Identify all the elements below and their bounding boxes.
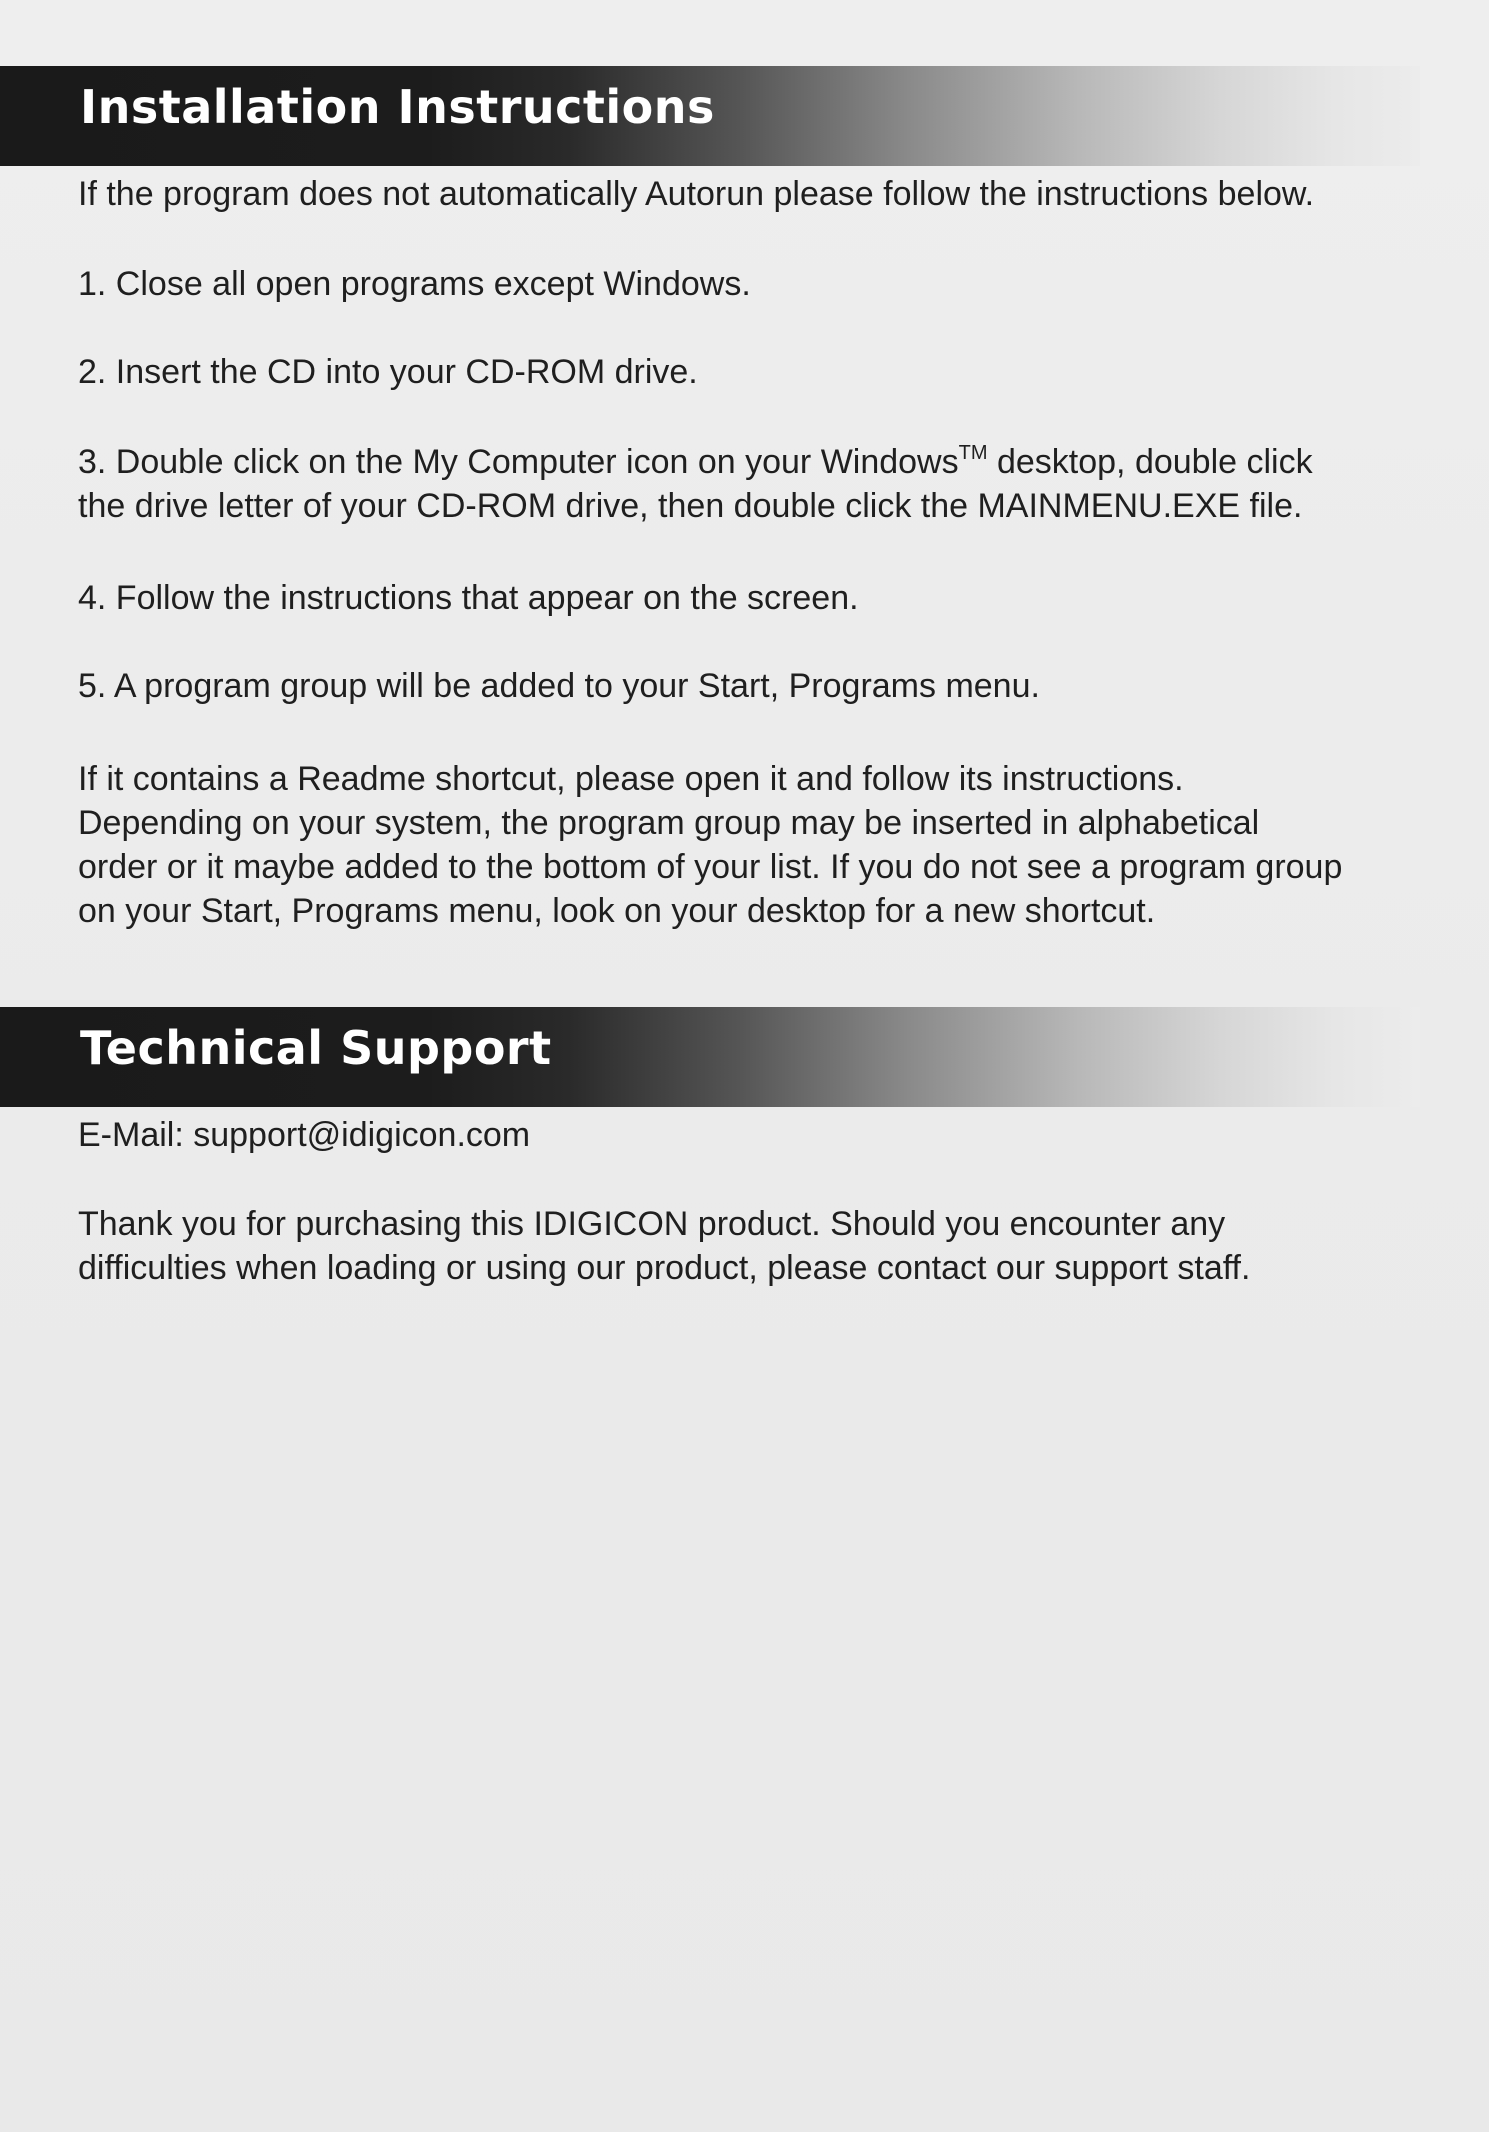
support-heading: Technical Support [80, 1021, 552, 1075]
install-step-1: 1. Close all open programs except Windows. [78, 265, 751, 303]
install-note-line: If it contains a Readme shortcut, please open it and follow its instructions. [78, 760, 1184, 798]
installation-banner [0, 66, 1420, 166]
install-intro: If the program does not automatically Autorun please follow the instructions below. [78, 175, 1315, 213]
install-step-3-text-b: desktop, double click [987, 443, 1313, 481]
trademark-mark: TM [958, 442, 988, 464]
install-step-4: 4. Follow the instructions that appear on the screen. [78, 579, 859, 617]
install-step-3-line-2: the drive letter of your CD-ROM drive, then double click the MAINMENU.EXE file. [78, 487, 1303, 525]
support-email: E-Mail: support@idigicon.com [78, 1116, 531, 1154]
install-note-line: Depending on your system, the program group may be inserted in alphabetical [78, 804, 1260, 842]
installation-heading: Installation Instructions [80, 80, 715, 134]
support-thanks [78, 1202, 1250, 1290]
install-note-line: order or it maybe added to the bottom of your list. If you do not see a program group [78, 848, 1343, 886]
support-banner [0, 1007, 1420, 1107]
install-step-2: 2. Insert the CD into your CD-ROM drive. [78, 353, 698, 391]
install-note-line: on your Start, Programs menu, look on your desktop for a new shortcut. [78, 892, 1156, 930]
install-note [78, 757, 1342, 933]
install-step-3 [78, 440, 1313, 528]
install-step-3-text-a: 3. Double click on the My Computer icon on your Windows [78, 443, 959, 481]
support-thanks-line: Thank you for purchasing this IDIGICON product. Should you encounter any [78, 1205, 1226, 1243]
install-step-5: 5. A program group will be added to your Start, Programs menu. [78, 667, 1040, 705]
support-thanks-line: difficulties when loading or using our product, please contact our support staff. [78, 1249, 1251, 1287]
